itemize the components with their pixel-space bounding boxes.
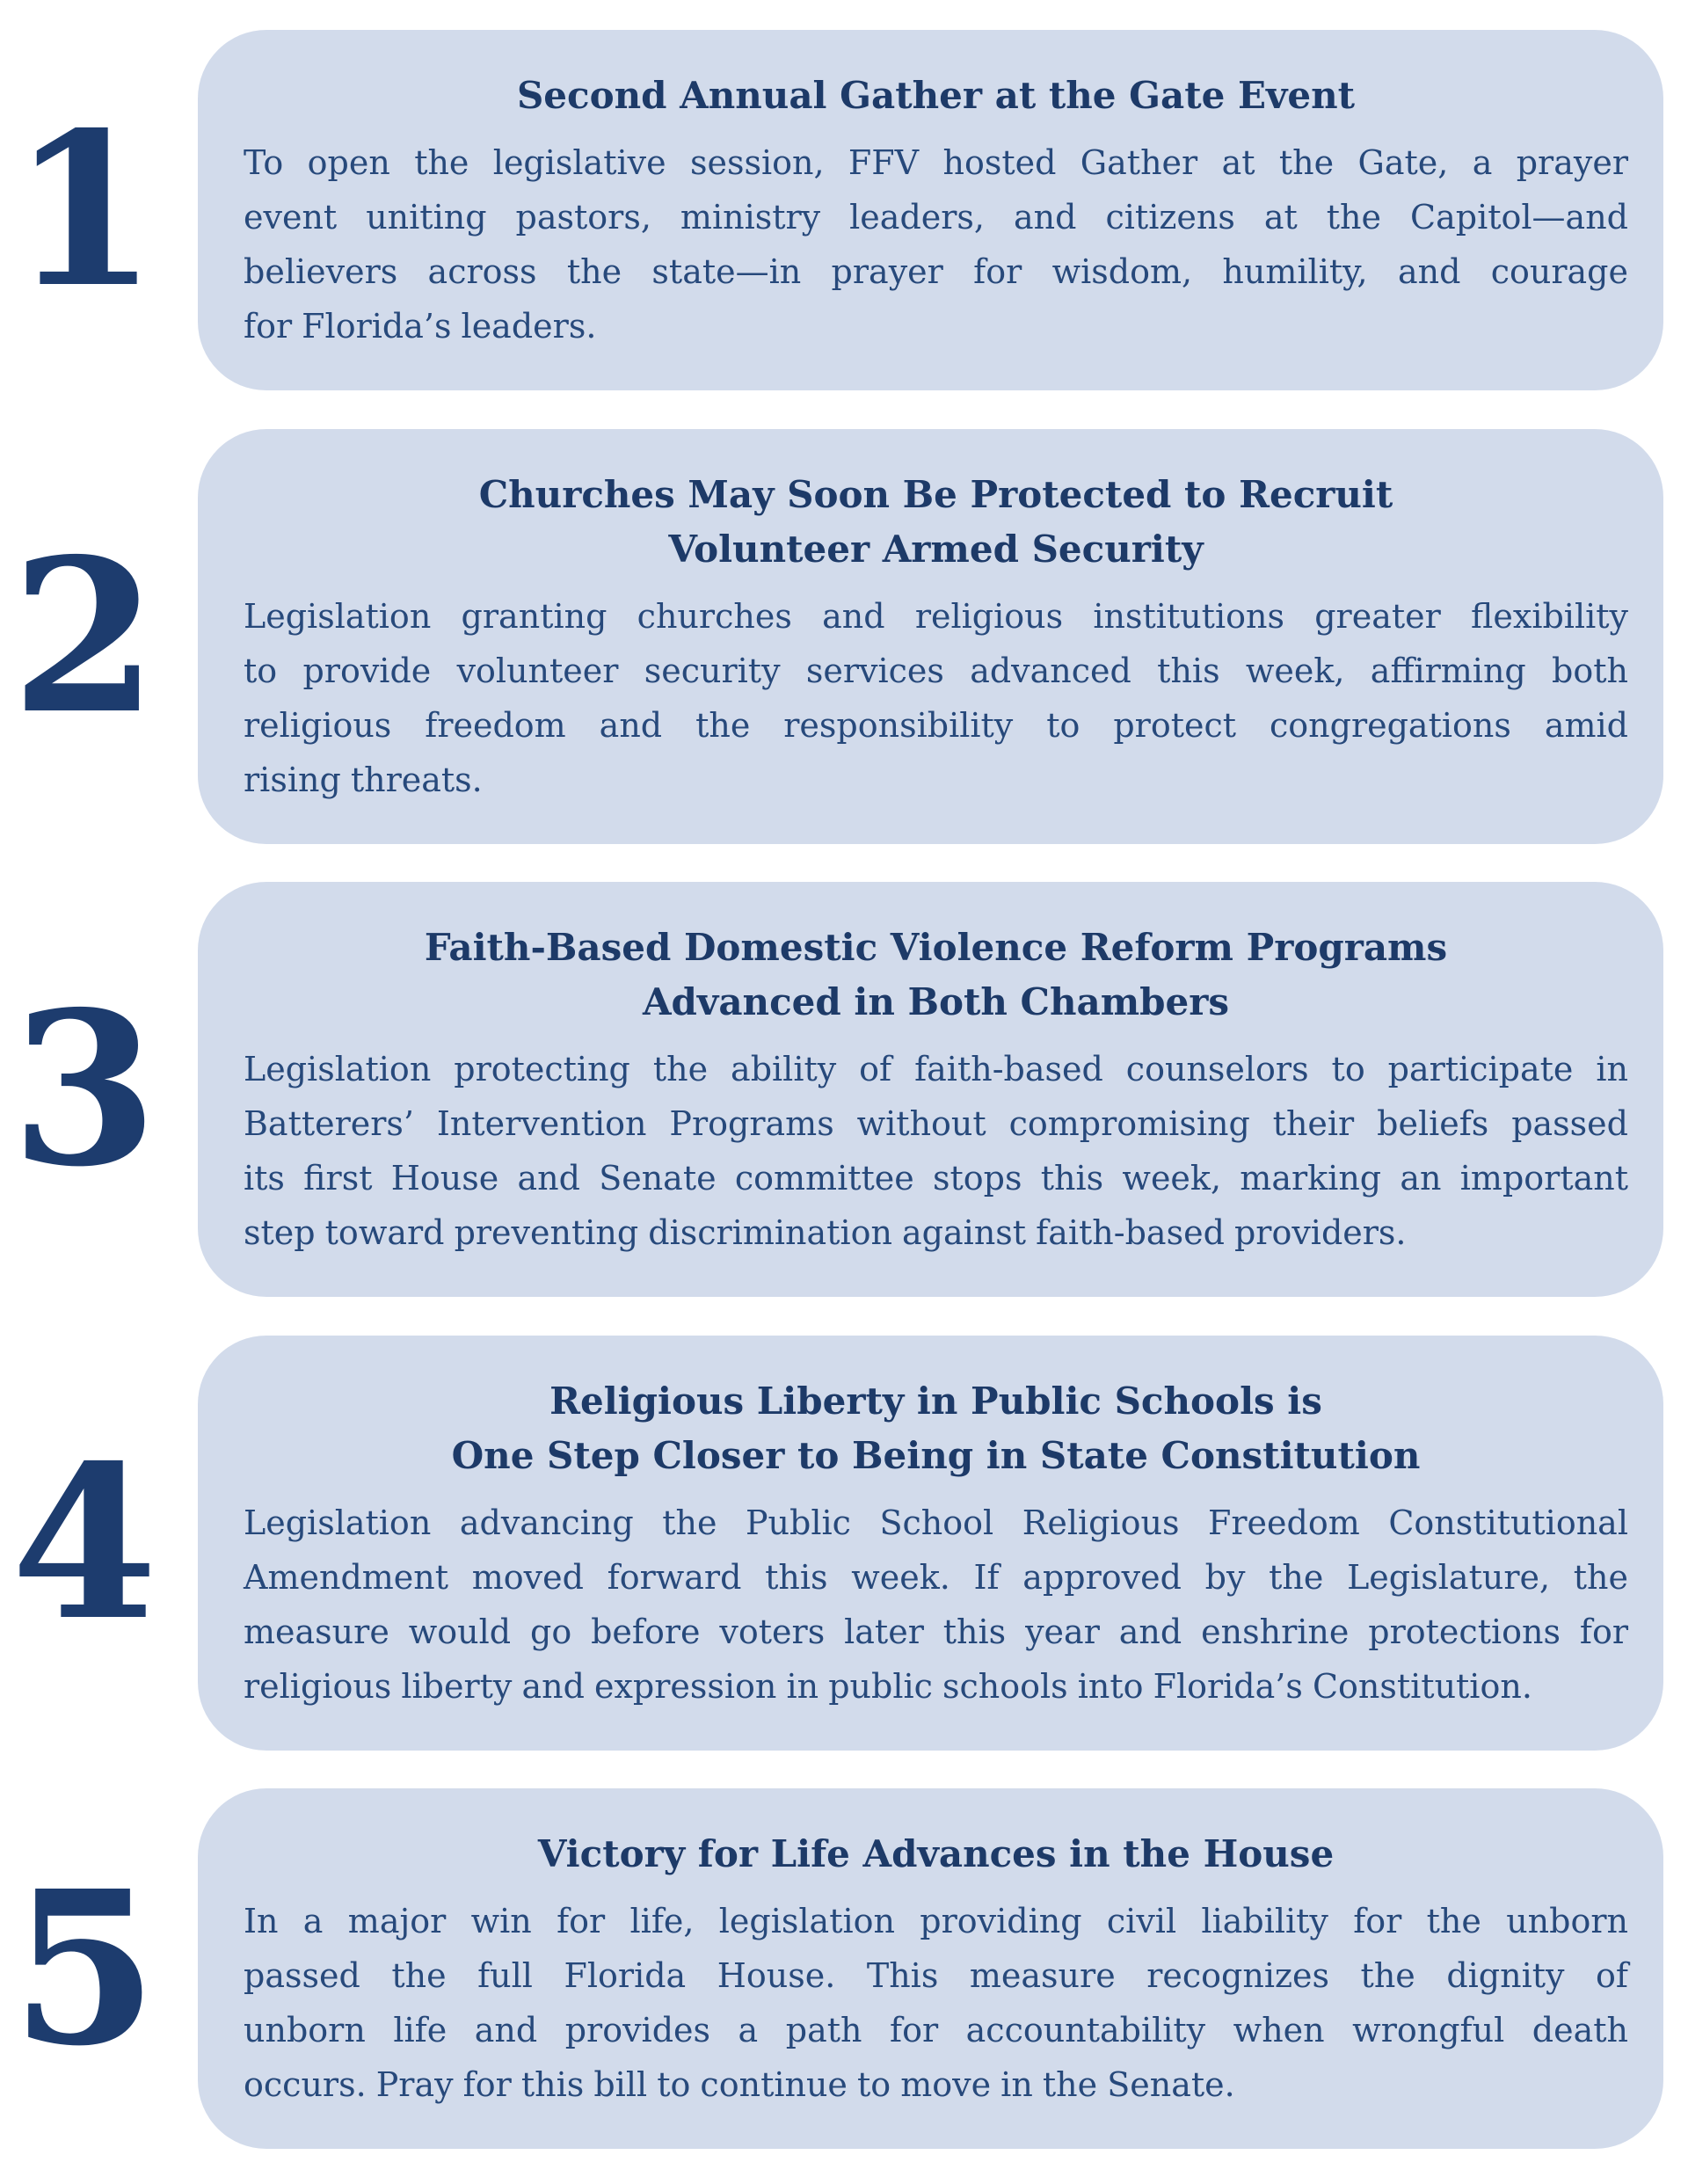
news-item [0,429,1663,844]
news-title-line: Second Annual Gather at the Gate Event [516,74,1356,117]
news-title [244,921,1628,1030]
news-body-line: Legislation granting churches and religious institutions greater flexibility [244,596,1628,636]
news-title-line: Faith-Based Domestic Violence Reform Programs [424,926,1448,969]
news-title [244,1374,1628,1483]
news-title-line: One Step Closer to Being in State Constitution [451,1433,1421,1477]
news-body-line: To open the legislative session, FFV hosted Gather at the Gate, a prayer [244,143,1628,182]
news-title [244,468,1628,577]
news-card [198,429,1663,844]
news-body-line: rising threats. [244,760,483,799]
item-number: 3 [11,965,158,1213]
news-title-line: Religious Liberty in Public Schools is [549,1379,1322,1423]
news-body-line: to provide volunteer security services advanced this week, affirming both [244,651,1628,690]
news-card [198,1788,1663,2149]
news-item [0,1788,1663,2149]
news-body-line: occurs. Pray for this bill to continue to move in the Senate. [244,2065,1235,2104]
news-body-line: its first House and Senate committee stops this week, marking an important [244,1159,1628,1198]
news-body-line: step toward preventing discrimination against faith-based providers. [244,1213,1407,1252]
news-item [0,1336,1663,1751]
news-title-line: Advanced in Both Chambers [642,980,1230,1023]
news-body [244,135,1628,353]
news-body-line: Legislation protecting the ability of faith-based counselors to participate in [244,1050,1628,1088]
news-body-line: unborn life and provides a path for accountability when wrongful death [244,2011,1628,2049]
news-title-line: Volunteer Armed Security [668,527,1204,571]
item-number: 5 [11,1845,158,2093]
news-body-line: believers across the state—in prayer for wisdom, humility, and courage [244,252,1628,291]
news-title [244,1827,1628,1882]
news-item [0,30,1663,390]
news-card [198,882,1663,1297]
news-card [198,30,1663,390]
news-body-line: measure would go before voters later this year and enshrine protections for [244,1612,1628,1651]
news-body-line: In a major win for life, legislation providing civil liability for the unborn [244,1902,1628,1940]
item-number: 1 [11,86,158,334]
news-body [244,1894,1628,2112]
news-body-line: Legislation advancing the Public School Religious Freedom Constitutional [244,1503,1628,1542]
news-body [244,1042,1628,1260]
news-body-line: Batterers’ Intervention Programs without compromising their beliefs passed [244,1104,1628,1143]
news-body-line: passed the full Florida House. This measure recognizes the dignity of [244,1956,1628,1995]
news-body [244,589,1628,807]
news-body-line: Amendment moved forward this week. If approved by the Legislature, the [244,1557,1628,1597]
news-card [198,1336,1663,1751]
news-body-line: religious liberty and expression in public schools into Florida’s Constitution. [244,1666,1532,1706]
news-title-line: Victory for Life Advances in the House [537,1832,1335,1875]
news-body-line: religious freedom and the responsibility to protect congregations amid [244,705,1628,745]
item-number: 2 [11,512,158,761]
item-number: 4 [11,1418,158,1667]
news-body-line: event uniting pastors, ministry leaders, and citizens at the Capitol—and [244,198,1628,237]
news-body [244,1496,1628,1714]
news-title-line: Churches May Soon Be Protected to Recruit [478,472,1393,516]
news-title [244,69,1628,123]
news-body-line: for Florida’s leaders. [244,307,597,346]
news-item [0,882,1663,1297]
